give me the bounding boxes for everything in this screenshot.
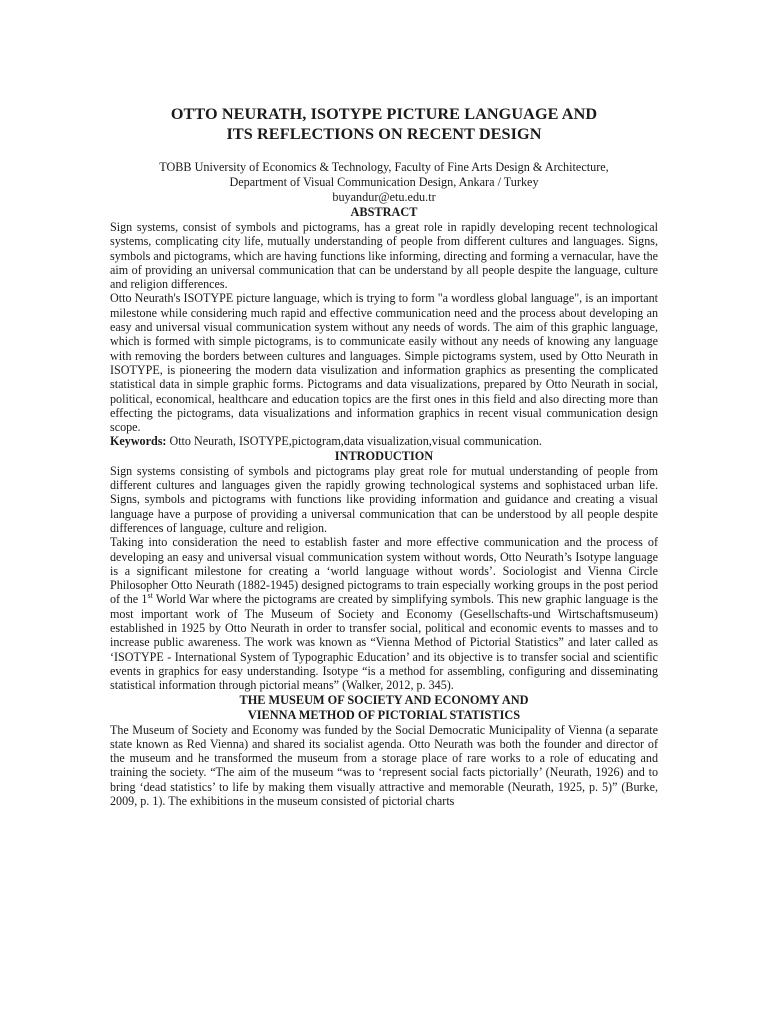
abstract-paragraph-1: Sign systems, consist of symbols and pictograms, has a great role in rapidly developing recent technological systems, complicating city life, mutually understanding of people from different cultures and languages. Signs, symbols and pictograms, which are having functions like informing, directing and forming a vernacular, have the aim of providing an universal communication that can be understand by all people despite the language, culture and religion differences.	[110, 220, 658, 292]
museum-paragraph-1: The Museum of Society and Economy was funded by the Social Democratic Municipality of Vienna (a separate state known as Red Vienna) and shared its socialist agenda. Otto Neurath was both the founder and director of the museum and he transformed the museum from a storage place of rare works to a role of educating and training the society. “The aim of the museum “was to ‘represent social facts pictorially’ (Neurath, 1926) and to bring ‘dead statistics’ to life by making them visually attractive and memorable (Neurath, 1925, p. 5)” (Burke, 2009, p. 1). The exhibitions in the museum consisted of pictorial charts	[110, 722, 658, 808]
introduction-heading	[110, 449, 658, 464]
ordinal-superscript: st	[147, 591, 153, 601]
museum-heading	[110, 693, 658, 723]
intro-p2-part-b: World War where the pictograms are created by simplifying symbols. This new graphic language is the most important work of The Museum of Society and Economy (Gesellschafts-und Wirtschaftsmuseum) established in 1925 by Otto Neurath in order to transfer social, political and economic events to masses and to increase public awareness. The work was known as “Vienna Method of Pictorial Statistics” and later called as ‘ISOTYPE - International System of Typographic Education’ and its objective is to transfer social and scientific events in graphics for easy understanding. Isotype “is a method for assembling, configuring and disseminating statistical information through pictorial means” (Walker, 2012, p. 345).	[110, 592, 658, 693]
author-affiliation	[110, 160, 658, 205]
abstract-paragraph-2: Otto Neurath's ISOTYPE picture language, which is trying to form "a wordless global language", is an important milestone while considering much rapid and effective communication need and the process about developing an easy and universal visual communication system without any needs of words. The aim of this graphic language, which is formed with simple pictograms, is to communicate easily without any needs of knowing any language with removing the borders between cultures and languages. Simple pictograms system, used by Otto Neurath in ISOTYPE, is pioneering the modern data visulization and information graphics as presenting the complicated statistical data in simple graphic forms. Pictograms and data visualizations, prepared by Otto Neurath in social, political, economical, healthcare and education topics are the first ones in this field and also directing more than effecting the pictograms, data visualizations and information graphics in recent visual communication design scope.	[110, 291, 658, 435]
keywords-label: Keywords:	[110, 434, 167, 449]
affiliation-line: Department of Visual Communication Design, Ankara / Turkey	[229, 175, 539, 189]
author-email: buyandur@etu.edu.tr	[332, 190, 436, 204]
keywords	[110, 434, 658, 448]
introduction-heading-text: INTRODUCTION	[334, 448, 434, 463]
introduction-paragraph-2	[110, 535, 658, 692]
abstract-heading	[110, 205, 658, 220]
museum-heading-line: VIENNA METHOD OF PICTORIAL STATISTICS	[247, 707, 521, 722]
affiliation-line: TOBB University of Economics & Technology, Faculty of Fine Arts Design & Architecture,	[159, 160, 609, 174]
paper-title	[110, 0, 658, 144]
introduction-paragraph-1: Sign systems consisting of symbols and pictograms play great role for mutual understanding of people from different cultures and languages given the rapidly growing technological systems and sophistaced urban life. Signs, symbols and pictograms with functions like providing information and guidance and creating a visual language have a purpose of providing a universal communication that can be understood by all people despite differences of language, culture and religion.	[110, 463, 658, 535]
abstract-heading-text: ABSTRACT	[350, 205, 418, 219]
museum-heading-line: THE MUSEUM OF SOCIETY AND ECONOMY AND	[239, 692, 529, 707]
title-line: OTTO NEURATH, ISOTYPE PICTURE LANGUAGE AND	[170, 105, 598, 123]
intro-p2-part-a: Taking into consideration the need to establish faster and more effective communication and the process of developing an easy and universal visual communication system without words, Otto Neurath’s Isotype language is a significant milestone for creating a ‘world language without words’. Sociologist and Vienna Circle Philosopher Otto Neurath (1882-1945) designed pictograms to train especially working groups in the post period of the 1	[110, 535, 658, 607]
keywords-text: Otto Neurath, ISOTYPE,pictogram,data visualization,visual communication.	[166, 434, 542, 449]
title-line: ITS REFLECTIONS ON RECENT DESIGN	[226, 125, 542, 143]
